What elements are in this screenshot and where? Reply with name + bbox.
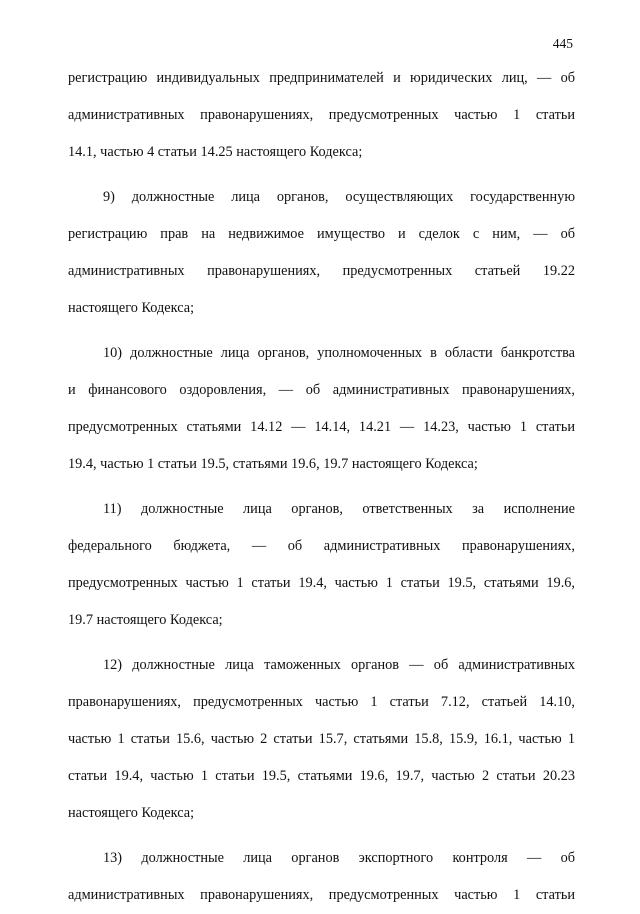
text-line: 19.7 настоящего Кодекса; — [68, 612, 223, 628]
text-line: 19.4, частью 1 статьи 19.5, статьями 19.6, 19.7 настоящего Кодекса; — [68, 456, 478, 472]
page-number: 445 — [552, 36, 573, 51]
text-line: 10) должностные лица органов, уполномоченных в области банкротства — [103, 345, 575, 361]
text-line: настоящего Кодекса; — [68, 300, 195, 316]
text-line: правонарушениях, предусмотренных частью 1 статьи 7.12, статьей 14.10, — [68, 694, 575, 710]
text-line: и финансового оздоровления, — об административных правонарушениях, — [68, 382, 575, 398]
paragraph-item-13 — [68, 840, 575, 914]
document-body — [68, 60, 575, 914]
text-line: частью 1 статьи 15.6, частью 2 статьи 15.7, статьями 15.8, 15.9, 16.1, частью 1 — [68, 731, 575, 747]
text-line: предусмотренных частью 1 статьи 19.4, частью 1 статьи 19.5, статьями 19.6, — [68, 575, 575, 591]
paragraph-item-9 — [68, 179, 575, 327]
text-line: 11) должностные лица органов, ответственных за исполнение — [103, 501, 575, 517]
text-line: предусмотренных статьями 14.12 — 14.14, 14.21 — 14.23, частью 1 статьи — [68, 419, 575, 435]
paragraph-item-11 — [68, 491, 575, 639]
paragraph-continued — [68, 60, 575, 171]
text-line: административных правонарушениях, предусмотренных частью 1 статьи — [68, 107, 575, 123]
text-line: 12) должностные лица таможенных органов — об административных — [103, 657, 575, 673]
text-line: административных правонарушениях, предусмотренных частью 1 статьи — [68, 887, 575, 903]
text-line: 14.1, частью 4 статьи 14.25 настоящего Кодекса; — [68, 144, 363, 160]
text-line: регистрацию индивидуальных предпринимателей и юридических лиц, — об — [68, 70, 575, 86]
text-line: федерального бюджета, — об административных правонарушениях, — [68, 538, 575, 554]
text-line: статьи 19.4, частью 1 статьи 19.5, статьями 19.6, 19.7, частью 2 статьи 20.23 — [68, 768, 575, 784]
text-line: 13) должностные лица органов экспортного контроля — об — [103, 850, 575, 866]
text-line: 9) должностные лица органов, осуществляющих государственную — [103, 189, 575, 205]
paragraph-item-12 — [68, 647, 575, 832]
text-line: настоящего Кодекса; — [68, 805, 195, 821]
text-line: административных правонарушениях, предусмотренных статьей 19.22 — [68, 263, 575, 279]
paragraph-item-10 — [68, 335, 575, 483]
text-line: регистрацию прав на недвижимое имущество и сделок с ним, — об — [68, 226, 575, 242]
